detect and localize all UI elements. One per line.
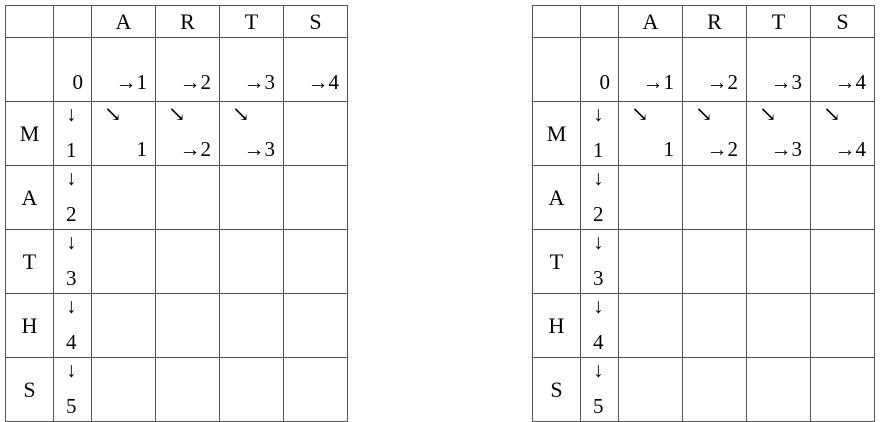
- cell-value: 0: [599, 70, 610, 94]
- cell-value: 5: [66, 394, 77, 418]
- cell-value: →3: [243, 70, 275, 94]
- cell-value: 4: [66, 330, 77, 354]
- table-cell: [92, 38, 156, 102]
- diagonal-arrow-icon: ↘: [631, 102, 649, 126]
- cell-value: →2: [179, 70, 211, 94]
- table-cell: [284, 102, 348, 166]
- diagonal-arrow-icon: ↘: [823, 102, 841, 126]
- column-header: A: [92, 6, 156, 38]
- row-header: H: [533, 294, 581, 358]
- down-arrow-icon: ↓: [593, 358, 604, 382]
- cell-value: →1: [642, 70, 674, 94]
- table-cell: [747, 166, 811, 230]
- diagonal-arrow-icon: ↘: [232, 102, 250, 126]
- table-cell: [220, 38, 284, 102]
- edit-distance-table-left: [5, 5, 348, 422]
- cell-value: 0: [72, 70, 83, 94]
- row-header: S: [533, 358, 581, 422]
- table-cell: [683, 294, 747, 358]
- row-header: M: [6, 102, 54, 166]
- table-cell: [54, 166, 92, 230]
- table-cell: [54, 38, 92, 102]
- table-cell: [156, 166, 220, 230]
- column-header: S: [811, 6, 875, 38]
- down-arrow-icon: ↓: [593, 230, 604, 254]
- down-arrow-icon: ↓: [66, 102, 77, 126]
- table-cell: [811, 102, 875, 166]
- cell-value: →4: [834, 137, 866, 161]
- table-cell: [581, 294, 619, 358]
- down-arrow-icon: ↓: [593, 166, 604, 190]
- cell-value: 2: [66, 202, 77, 226]
- table-cell: [683, 166, 747, 230]
- row-header: T: [533, 230, 581, 294]
- table-cell: [747, 294, 811, 358]
- table-cell: [284, 166, 348, 230]
- column-header: R: [156, 6, 220, 38]
- table-cell: [92, 102, 156, 166]
- table-cell: [581, 102, 619, 166]
- table-cell: [747, 38, 811, 102]
- table-cell: [747, 230, 811, 294]
- table-cell: [581, 166, 619, 230]
- column-header: T: [747, 6, 811, 38]
- table-cell: [747, 358, 811, 422]
- blank-cell: [6, 38, 54, 102]
- table-cell: [220, 230, 284, 294]
- table-cell: [54, 102, 92, 166]
- cell-value: →4: [834, 70, 866, 94]
- table-cell: [619, 358, 683, 422]
- down-arrow-icon: ↓: [66, 358, 77, 382]
- table-cell: [54, 230, 92, 294]
- cell-value: →2: [706, 70, 738, 94]
- table-cell: [683, 38, 747, 102]
- table-cell: [156, 230, 220, 294]
- diagonal-arrow-icon: ↘: [695, 102, 713, 126]
- table-cell: [683, 230, 747, 294]
- down-arrow-icon: ↓: [66, 294, 77, 318]
- table-cell: [220, 294, 284, 358]
- table-cell: [284, 38, 348, 102]
- table-cell: [619, 38, 683, 102]
- table-cell: [220, 102, 284, 166]
- cell-value: 1: [593, 138, 604, 162]
- table-cell: [619, 102, 683, 166]
- row-header: A: [6, 166, 54, 230]
- down-arrow-icon: ↓: [593, 102, 604, 126]
- table-cell: [811, 166, 875, 230]
- table-cell: [619, 166, 683, 230]
- cell-value: 2: [593, 202, 604, 226]
- table-cell: [156, 358, 220, 422]
- table-cell: [581, 230, 619, 294]
- table-cell: [156, 38, 220, 102]
- table-cell: [619, 230, 683, 294]
- cell-value: 4: [593, 330, 604, 354]
- table-cell: [92, 230, 156, 294]
- table-cell: [54, 358, 92, 422]
- row-header: M: [533, 102, 581, 166]
- table-cell: [581, 38, 619, 102]
- table-cell: [581, 358, 619, 422]
- cell-value: →1: [115, 70, 147, 94]
- cell-value: →4: [307, 70, 339, 94]
- table-cell: [683, 102, 747, 166]
- cell-value: 5: [593, 394, 604, 418]
- table-cell: [284, 230, 348, 294]
- table-cell: [811, 230, 875, 294]
- down-arrow-icon: ↓: [66, 166, 77, 190]
- table-cell: [54, 294, 92, 358]
- cell-value: →3: [770, 137, 802, 161]
- cell-value: 1: [663, 137, 674, 161]
- corner-cell: [54, 6, 92, 38]
- row-header: T: [6, 230, 54, 294]
- cell-value: 1: [66, 138, 77, 162]
- blank-cell: [533, 38, 581, 102]
- table-cell: [811, 358, 875, 422]
- table-cell: [92, 166, 156, 230]
- diagonal-arrow-icon: ↘: [104, 102, 122, 126]
- table-cell: [619, 294, 683, 358]
- corner-cell: [533, 6, 581, 38]
- table-cell: [220, 358, 284, 422]
- down-arrow-icon: ↓: [593, 294, 604, 318]
- table-cell: [284, 294, 348, 358]
- row-header: H: [6, 294, 54, 358]
- row-header: S: [6, 358, 54, 422]
- corner-cell: [581, 6, 619, 38]
- table-cell: [284, 358, 348, 422]
- column-header: R: [683, 6, 747, 38]
- table-cell: [747, 102, 811, 166]
- edit-distance-table-right: [532, 5, 875, 422]
- cell-value: →2: [179, 137, 211, 161]
- cell-value: →3: [770, 70, 802, 94]
- corner-cell: [6, 6, 54, 38]
- row-header: A: [533, 166, 581, 230]
- diagonal-arrow-icon: ↘: [168, 102, 186, 126]
- table-cell: [92, 294, 156, 358]
- cell-value: →2: [706, 137, 738, 161]
- column-header: T: [220, 6, 284, 38]
- table-cell: [683, 358, 747, 422]
- cell-value: 3: [593, 266, 604, 290]
- cell-value: →3: [243, 137, 275, 161]
- diagonal-arrow-icon: ↘: [759, 102, 777, 126]
- cell-value: 1: [136, 137, 147, 161]
- table-cell: [92, 358, 156, 422]
- table-cell: [220, 166, 284, 230]
- cell-value: 3: [66, 266, 77, 290]
- table-cell: [156, 102, 220, 166]
- table-cell: [811, 38, 875, 102]
- table-cell: [156, 294, 220, 358]
- column-header: A: [619, 6, 683, 38]
- column-header: S: [284, 6, 348, 38]
- table-cell: [811, 294, 875, 358]
- down-arrow-icon: ↓: [66, 230, 77, 254]
